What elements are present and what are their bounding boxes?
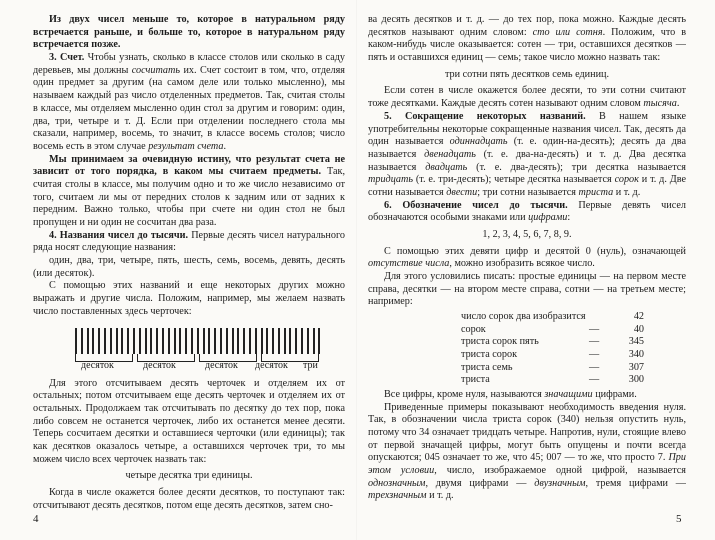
tally-stick: [249, 328, 251, 354]
group-label: десяток: [255, 359, 288, 371]
tally-stick: [289, 328, 291, 354]
tally-stick: [295, 328, 297, 354]
tally-stick: [266, 328, 268, 354]
tally-stick: [110, 328, 112, 354]
tally-stick: [81, 328, 83, 354]
group-label: десяток: [143, 359, 176, 371]
book-gutter: [356, 0, 357, 540]
tally-stick: [127, 328, 129, 354]
tally-stick: [307, 328, 309, 354]
tally-stick: [220, 328, 222, 354]
table-row: число сорок два изобразится 42: [461, 311, 644, 323]
tally-stick: [313, 328, 315, 354]
tally-stick: [208, 328, 210, 354]
left-page: [33, 14, 345, 512]
section-6-paragraph: 6. Обозначение чисел до тысячи. Первые девять чисел обозначаются особыми знаками или цифрами:: [368, 199, 686, 224]
group-label: десяток: [205, 359, 238, 371]
thousand-paragraph: Если сотен в числе окажется более десяти, то эти сотни считают тоже десятками. Каждые десять сотен называют одним словом тысяча.: [368, 85, 686, 110]
group-label: три: [303, 359, 318, 371]
digits-line: 1, 2, 3, 4, 5, 6, 7, 8, 9.: [482, 229, 572, 240]
tally-stick: [75, 328, 77, 354]
counting-truth-paragraph: Мы принимаем за очевидную истину, что результат счета не зависит от того порядка, в каком мы считаем предметы. Так, считая столы в классе, мы получим одно и то же число независимо от того, считаем ли мы от передних столов к задним или от задних к передним. Важно только, чтобы при счете ни один стол не был пропущен и ни один не сосчитан два раза.: [33, 153, 345, 228]
tally-stick: [92, 328, 94, 354]
tally-stick: [87, 328, 89, 354]
tally-sticks-figure: [75, 328, 321, 354]
tally-stick: [214, 328, 216, 354]
right-page: [368, 14, 686, 503]
section-3-heading: 3. Счет.: [49, 52, 85, 64]
express-paragraph: С помощью этих названий и еще некоторых других можно выражать и другие числа. Положим, например, мы желаем назвать число поставленных здесь черточек:: [33, 280, 345, 317]
tally-stick: [191, 328, 193, 354]
tally-stick: [116, 328, 118, 354]
example-phrase: четыре десятка три единицы.: [125, 470, 253, 482]
table-row: сорок — 40: [461, 323, 644, 335]
tally-stick: [272, 328, 274, 354]
zero-paragraph: С помощью этих девяти цифр и десятой 0 (нуль), означающей отсутствие числа, можно изобразить всякое число.: [368, 245, 686, 270]
page-number-right: 5: [676, 513, 682, 525]
table-row: триста сорок пять — 345: [461, 336, 644, 348]
table-row: триста сорок — 340: [461, 349, 644, 361]
tally-stick: [121, 328, 123, 354]
tally-stick: [98, 328, 100, 354]
number-names-line: один, два, три, четыре, пять, шесть, семь, восемь, девять, десять (или десяток).: [33, 255, 345, 279]
tally-stick: [185, 328, 187, 354]
tally-stick: [174, 328, 176, 354]
tally-stick: [162, 328, 164, 354]
zero-necessity-paragraph: Приведенные примеры показывают необходимость введения нуля. Так, в обозначении числа триста сорок (340) нельзя опустить нуль, потому что 34 означает тридцать четыре. Напротив, нули, стоящие влево от первой значащей цифры, могут быть опущены и почти всегда опускаются; 045 означает то же, что 45; 007 — то же, что просто 7. При этом условии, число, изображаемое одной цифрой, называется однозначным, двумя цифрами — двузначным, тремя цифрами — трехзначным и т. д.: [368, 401, 686, 502]
tally-stick: [232, 328, 234, 354]
tally-stick: [278, 328, 280, 354]
tally-stick: [150, 328, 152, 354]
tally-stick: [318, 328, 320, 354]
tally-stick: [168, 328, 170, 354]
tally-stick: [104, 328, 106, 354]
sticks-paragraph: Для этого отсчитываем десять черточек и отделяем их от остальных; потом отсчитываем еще десять черточек и отделяем их от остальных. Продолжаем так отсчитывать по десятку до тех пор, пока либо совсем не останется черточек, либо их останется менее десяти. Теперь сосчитаем десятки и оставшиеся черточки (или единицы); так как десятков оказалось четыре, а оставшихся черточек три, то мы можем число всех черточек назвать так:: [33, 377, 345, 465]
tally-stick: [145, 328, 147, 354]
hundreds-paragraph: Когда в числе окажется более десяти десятков, то поступают так: отсчитывают десять десятков, потом еще десять десятков, затем сно-: [33, 487, 345, 511]
table-row: триста — 300: [461, 374, 644, 386]
tally-stick: [261, 328, 263, 354]
intro-paragraph: Из двух чисел меньше то, которое в натуральном ряду встречается раньше, и больше то, которое в натуральном ряду встречается позже.: [33, 14, 345, 51]
tally-stick: [284, 328, 286, 354]
tally-stick: [301, 328, 303, 354]
tally-stick: [243, 328, 245, 354]
section-4-heading: 4. Названия чисел до тысячи.: [49, 229, 189, 241]
convention-paragraph: Для этого условились писать: простые единицы — на первом месте справа, десятки — на втором месте справа, сотни — на третьем месте; например:: [368, 271, 686, 308]
tally-groups: [75, 354, 321, 372]
table-row: триста семь — 307: [461, 361, 644, 373]
tally-stick: [156, 328, 158, 354]
tally-stick: [226, 328, 228, 354]
continuation-paragraph: ва десять десятков и т. д. — до тех пор, пока можно. Каждые десять десятков называют одним словом: сто или сотня. Положим, что в каком-нибудь числе оказывается: сотен — три, оставшихся десятков — пять и оставшихся единиц — семь; такое число можно назвать так:: [368, 14, 687, 64]
section-5-heading: 5. Сокращение некоторых названий.: [384, 110, 586, 122]
example-phrase-2: три сотни пять десятков семь единиц.: [444, 68, 610, 80]
tally-stick: [203, 328, 205, 354]
section-5-paragraph: 5. Сокращение некоторых названий. В нашем языке употребительны некоторые сокращенные названия чисел. Так, десять да один называется одиннадцать (т. е. один-на-десять); десять да два называется двенадцать (т. е. два-на-десять) и т. д. Два десятка называется двадцать (т. е. два-десять); три десятка называется тридцать (т. е. три-десять); четыре десятка называется сорок и т. д. Две сотни называется двести; три сотни называется триста и т. д.: [368, 110, 687, 198]
tally-stick: [237, 328, 239, 354]
section-6-heading: 6. Обозначение чисел до тысячи.: [384, 199, 568, 211]
section-4-paragraph: 4. Названия чисел до тысячи. Первые десять чисел натурального ряда носят следующие названия:: [33, 229, 345, 254]
significant-digits-paragraph: Все цифры, кроме нуля, называются значащими цифрами.: [384, 388, 637, 400]
tally-stick: [179, 328, 181, 354]
tally-stick: [139, 328, 141, 354]
tally-stick: [133, 328, 135, 354]
number-examples-table: [461, 311, 686, 387]
page-number-left: 4: [33, 513, 39, 525]
group-label: десяток: [81, 359, 114, 371]
tally-stick: [255, 328, 257, 354]
section-3-paragraph: 3. Счет. Чтобы узнать, сколько в классе столов или сколько в саду деревьев, мы должны сосчитать их. Счет состоит в том, что, отделяя один предмет за другим (на самом деле или только мысленно), мы называем каждый раз число отделенных предметов. Так, считая столы в классе, мы отделяем мысленно один стол за другим и говорим: один, два, три, четыре и т. Д. Если при отделении последнего стола мы сказали, например, восемь, то значит, в классе восемь столов; число восемь есть в этом случае результат счета.: [33, 52, 345, 152]
tally-stick: [197, 328, 199, 354]
